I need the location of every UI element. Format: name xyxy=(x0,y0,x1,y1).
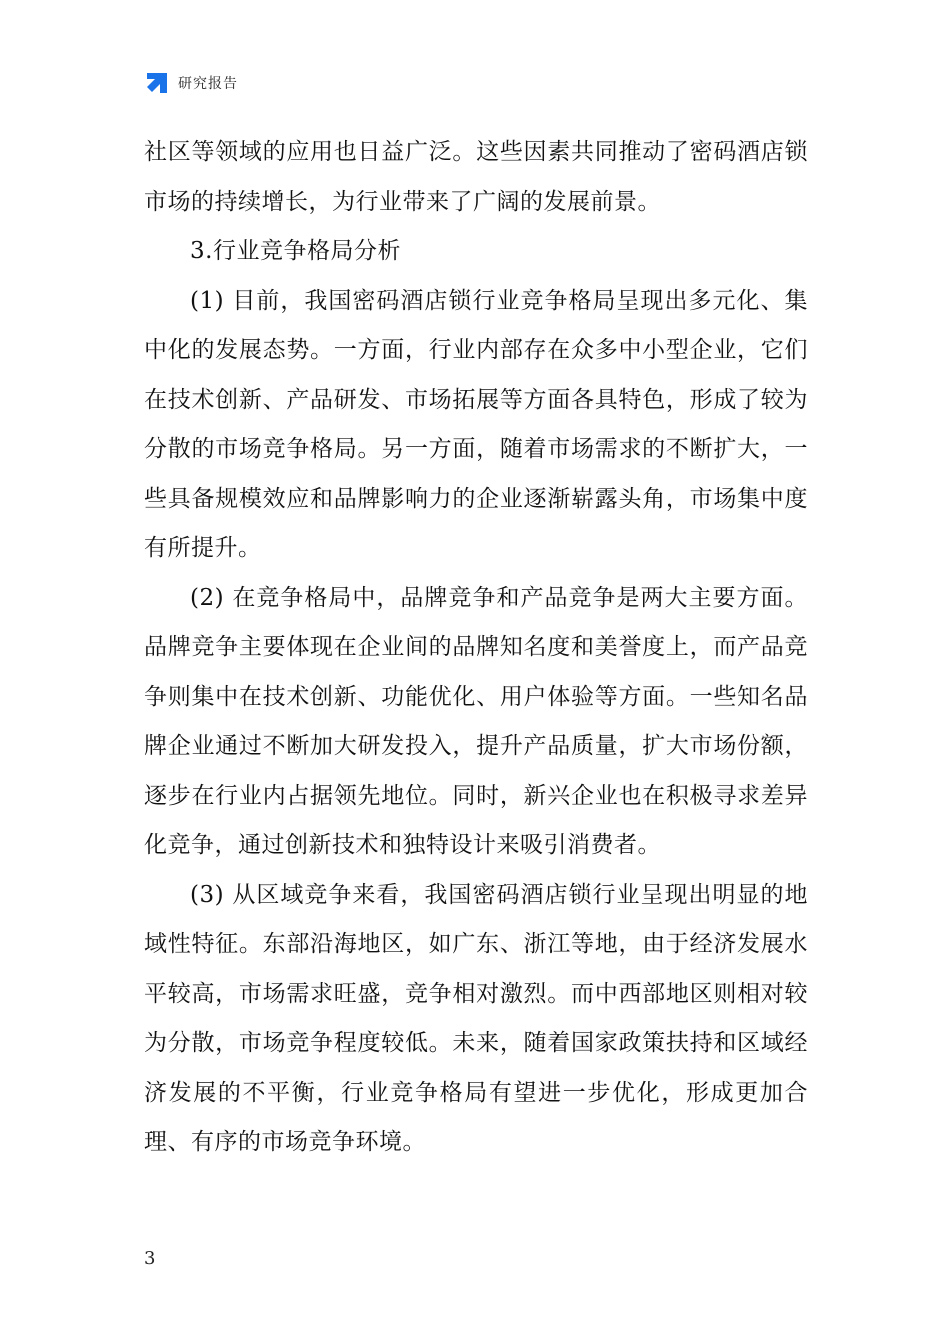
paragraph-2: (2) 在竞争格局中，品牌竞争和产品竞争是两大主要方面。品牌竞争主要体现在企业间的品牌知名度和美誉度上，而产品竞争则集中在技术创新、功能优化、用户体验等方面。一些知名品牌企业通过不断加大研发投入，提升产品质量，扩大市场份额，逐步在行业内占据领先地位。同时，新兴企业也在积极寻求差异化竞争，通过创新技术和独特设计来吸引消费者。 xyxy=(144,584,808,858)
paragraph-3: (3) 从区域竞争来看，我国密码酒店锁行业呈现出明显的地域性特征。东部沿海地区，如广东、浙江等地，由于经济发展水平较高，市场需求旺盛，竞争相对激烈。而中西部地区则相对较为分散，市场竞争程度较低。未来，随着国家政策扶持和区域经济发展的不平衡，行业竞争格局有望进一步优化，形成更加合理、有序的市场竞争环境。 xyxy=(144,881,808,1155)
paragraph-continuation: 社区等领域的应用也日益广泛。这些因素共同推动了密码酒店锁市场的持续增长，为行业带来了广阔的发展前景。 xyxy=(144,139,808,215)
arrow-up-right-icon xyxy=(144,70,170,96)
report-header xyxy=(144,68,238,98)
page-number: 3 xyxy=(144,1248,156,1269)
paragraph-1: (1) 目前，我国密码酒店锁行业竞争格局呈现出多元化、集中化的发展态势。一方面，行业内部存在众多中小型企业，它们在技术创新、产品研发、市场拓展等方面各具特色，形成了较为分散的市场竞争格局。另一方面，随着市场需求的不断扩大，一些具备规模效应和品牌影响力的企业逐渐崭露头角，市场集中度有所提升。 xyxy=(144,287,808,561)
section-heading: 3.行业竞争格局分析 xyxy=(190,238,401,264)
document-body xyxy=(144,128,808,1168)
header-title: 研究报告 xyxy=(178,76,238,92)
